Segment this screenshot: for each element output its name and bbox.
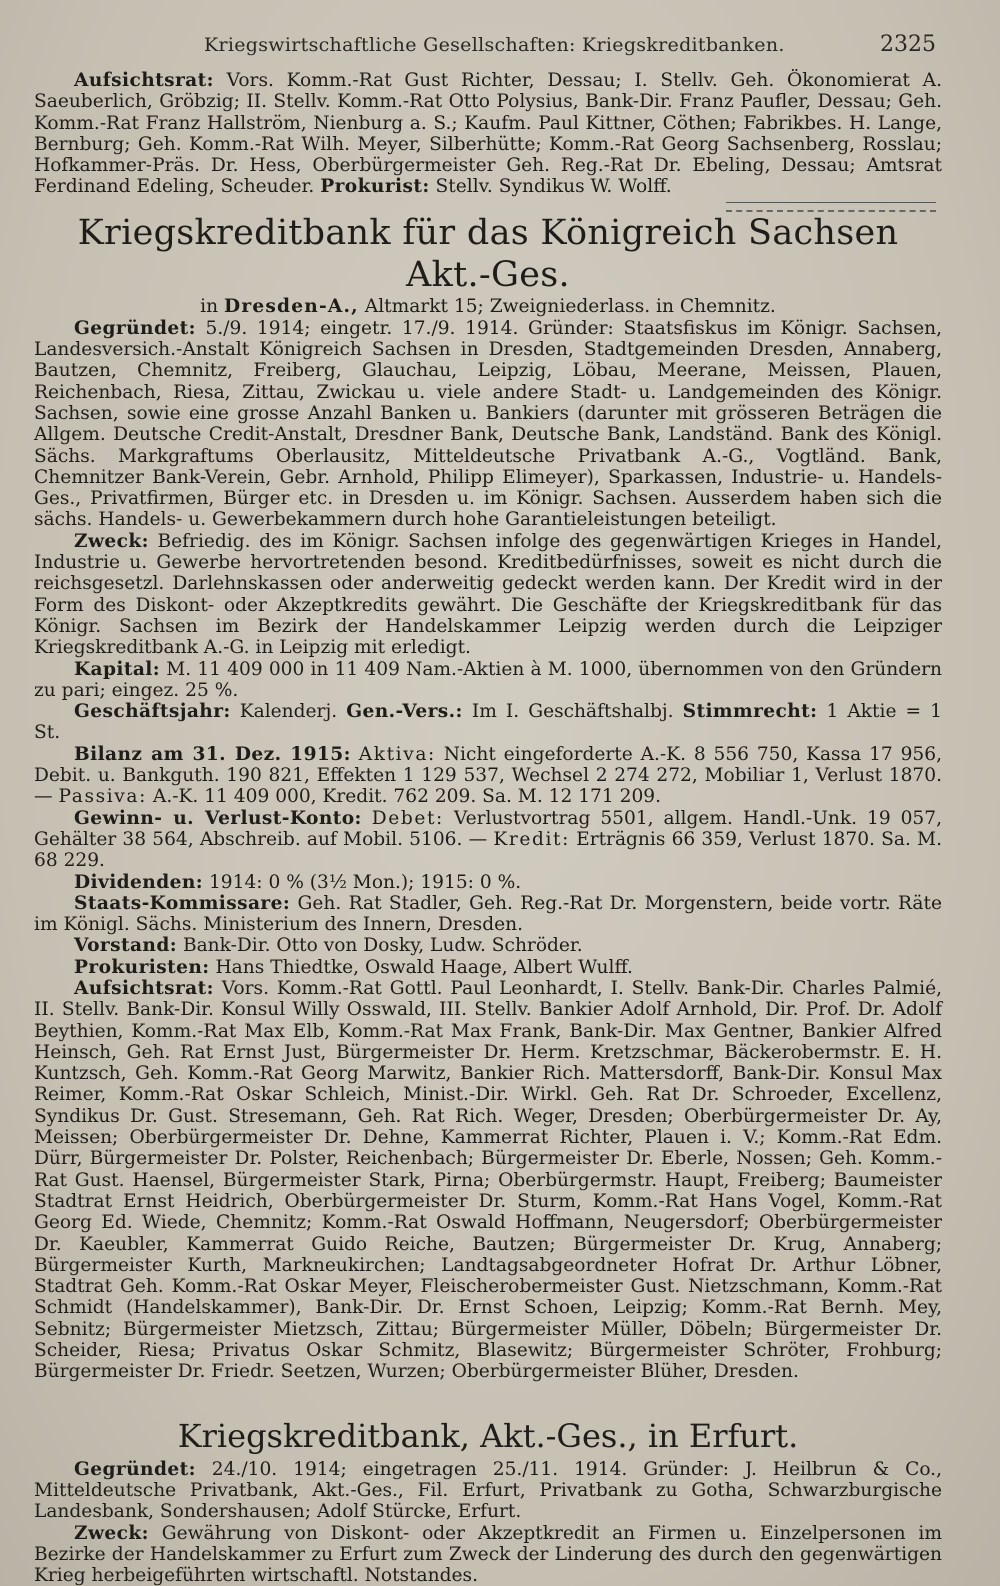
prokuristen-label: Prokuristen:: [74, 956, 210, 978]
prev-aufsichtsrat-label: Aufsichtsrat:: [74, 70, 214, 91]
entry-sachsen-staatskommissare: [34, 893, 942, 936]
entry-sachsen-prokuristen: [34, 957, 942, 978]
kapital-label: Kapital:: [74, 658, 161, 680]
entry-sachsen-location: [34, 296, 942, 318]
running-head: [34, 34, 942, 70]
gv-text: Im I. Geschäftshalbj.: [471, 701, 674, 723]
aufsichtsrat-text: Vors. Komm.-Rat Gottl. Paul Leonhardt, I. Stellv. Bank-Dir. Charles Palmié, II. Stellv. Bank-Dir. Konsul Willy Osswald, III. Stellv. Bankier Adolf Arnhold, Dir. Prof. Dr. Adolf Beythien, Komm.-Rat Max Elb, Komm.-Rat Max Frank, Bank-Dir. Max Gentner, Bankier Alfred Heinsch, Geh. Rat Ernst Just, Bürgermeister Dr. Herm. Kretzschmar, Bäckerobermstr. E. H. Kuntzsch, Geh. Komm.-Rat Georg Marwitz, Bankier Rich. Mattersdorff, Bank-Dir. Konsul Max Reimer, Komm.-Rat Oskar Schleich, Minist.-Dir. Wirkl. Geh. Rat Dr. Schroeder, Excellenz, Syndikus Dr. Gust. Stresemann, Geh. Rat Rich. Weger, Dresden; Oberbürgermeister Dr. Ay, Meissen; Oberbürgermeister Dr. Dehne, Kammerrat Richter, Plauen i. V.; Komm.-Rat Edm. Dürr, Bürgermeister Dr. Polster, Reichenbach; Bürgermeister Dr. Eberle, Nossen; Geh. Komm.-Rat Gust. Haensel, Bürgermeister Stark, Pirna; Oberbürgermstr. Haupt, Freiberg; Baumeister Stadtrat Ernst Heidrich, Oberbürgermeister Dr. Sturm, Komm.-Rat Hans Vogel, Komm.-Rat Georg Ed. Wiede, Chemnitz; Komm.-Rat Oswald Hoffmann, Neugersdorf; Oberbürgermeister Dr. Kaeubler, Kammerrat Guido Reiche, Bautzen; Bürgermeister Dr. Krug, Annaberg; Bürgermeister Kurth, Markneukirchen; Landtagsabgeordneter Hofrat Dr. Arthur Löbner, Stadtrat Geh. Komm.-Rat Oskar Meyer, Fleischerobermeister Gust. Nietzschmann, Komm.-Rat Schmidt (Handelskammer), Bank-Dir. Dr. Ernst Schoen, Leipzig; Komm.-Rat Bernh. Mey, Sebnitz; Bürgermeister Mietzsch, Zittau; Bürgermeister Müller, Döbeln; Bürgermeister Dr. Scheider, Riesa; Privatus Oskar Schmitz, Blasewitz; Bürgermeister Schröter, Frohburg; Bürgermeister Dr. Friedr. Seetzen, Wurzen; Oberbürgermeister Blüher, Dresden.: [34, 977, 942, 1383]
entry-sachsen: [34, 212, 942, 1383]
erfurt-gegruendet-text: 24./10. 1914; eingetragen 25./11. 1914. Gründer: J. Heilbrun & Co., Mitteldeutsche Privatbank, Akt.-Ges., Fil. Erfurt, Privatbank zu Gotha, Schwarzburgische Landesbank, Sondershausen; Adolf Stürcke, Erfurt.: [34, 1458, 943, 1523]
zweck-label: Zweck:: [74, 530, 149, 552]
prev-aufsichtsrat: [34, 70, 942, 198]
aufsichtsrat-label: Aufsichtsrat:: [74, 977, 214, 999]
prev-prokurist-text: Stellv. Syndikus W. Wolff.: [435, 176, 672, 198]
entry-sachsen-geschaeftsjahr: [34, 701, 942, 744]
debet-text: Verlustvortrag 5501, allgem. Handl.-Unk. 19 057, Gehälter 38 564, Abschreib. auf Mobil. 5106. —: [34, 807, 943, 850]
entry-erfurt-heading: Kriegskreditbank, Akt.-Ges., in Erfurt.: [177, 1416, 799, 1455]
location-city: Dresden-A.,: [224, 295, 359, 317]
kredit-label: Kredit:: [493, 828, 570, 850]
previous-entry: [34, 70, 942, 198]
prev-aufsichtsrat-text: Vors. Komm.-Rat Gust Richter, Dessau; I. Stellv. Geh. Ökonomierat A. Saeuberlich, Gröbzig; II. Stellv. Komm.-Rat Otto Polysius, Bank-Dir. Franz Paufler, Dessau; Geh. Komm.-Rat Franz Hallström, Nienburg a. S.; Kaufm. Paul Kittner, Cöthen; Fabrikbes. H. Lange, Bernburg; Geh. Komm.-Rat Wilh. Meyer, Silberhütte; Komm.-Rat Georg Sachsenberg, Rosslau; Hofkammer-Präs. Dr. Hess, Oberbürgermeister Geh. Reg.-Rat Dr. Ebeling, Dessau; Amtsrat Ferdinand Edeling, Scheuder.: [34, 70, 942, 198]
gj-text: Kalenderj.: [239, 701, 338, 723]
gj-label: Geschäftsjahr:: [74, 701, 231, 723]
stimmrecht-label: Stimmrecht:: [682, 701, 818, 723]
kredit-text: Erträgnis 66 359, Verlust 1870. Sa. M. 68 229.: [34, 828, 942, 872]
gegruendet-label: Gegründet:: [74, 317, 196, 339]
vorstand-label: Vorstand:: [74, 935, 178, 957]
staatskomm-label: Staats-Kommissare:: [74, 892, 291, 914]
passiva-label: Passiva:: [58, 786, 147, 808]
divider-rule: [726, 202, 936, 212]
entry-sachsen-zweck: [34, 531, 942, 659]
kapital-text: M. 11 409 000 in 11 409 Nam.-Aktien à M. 1000, übernommen von den Gründern zu pari; eingez. 25 %.: [34, 658, 942, 701]
debet-label: Debet:: [371, 807, 444, 829]
running-head-title: Kriegswirtschaftliche Gesellschaften: Kriegskreditbanken.: [204, 34, 785, 56]
passiva-text: A.-K. 11 409 000, Kredit. 762 209. Sa. M. 12 171 209.: [152, 786, 662, 808]
zweck-text: Befriedig. des im Königr. Sachsen infolge des gegenwärtigen Krieges in Handel, Industrie u. Gewerbe hervortretenden besond. Kreditbedürfnisses, soweit es nicht durch die reichsgesetzl. Darlehnskassen oder anderweitig gedeckt werden kann. Der Kredit wird in der Form des Diskont- oder Akzeptkredits gewährt. Die Geschäfte der Kriegskreditbank für das Königr. Sachsen im Bezirk der Handelskammer Leipzig werden durch die Leipziger Kriegskreditbank A.-G. in Leipzig mit erledigt.: [34, 530, 942, 659]
erfurt-gegruendet-label: Gegründet:: [74, 1458, 196, 1480]
entry-erfurt: [34, 1413, 942, 1586]
aktiva-label: Aktiva:: [358, 743, 436, 765]
entry-sachsen-aufsichtsrat: [34, 978, 942, 1383]
entry-erfurt-gegruendet: [34, 1459, 942, 1523]
prev-prokurist-label: Prokurist:: [320, 176, 430, 198]
guv-label: Gewinn- u. Verlust-Konto:: [74, 807, 362, 829]
gegruendet-text: 5./9. 1914; eingetr. 17./9. 1914. Gründer: Staatsfiskus im Königr. Sachsen, Landesversich.-Anstalt Königreich Sachsen in Dresden, Stadtgemeinden Dresden, Annaberg, Bautzen, Chemnitz, Freiberg, Glauchau, Leipzig, Löbau, Meerane, Meissen, Plauen, Reichenbach, Riesa, Zittau, Zwickau u. viele andere Stadt- u. Landgemeinden des Königr. Sachsen, sowie eine grosse Anzahl Banken u. Bankiers (darunter mit grösseren Beträgen die Allgem. Deutsche Credit-Anstalt, Dresdner Bank, Deutsche Bank, Landständ. Bank des Königl. Sächs. Markgraftums Oberlausitz, Mitteldeutsche Privatbank A.-G., Vogtländ. Bank, Chemnitzer Bank-Verein, Gebr. Arnhold, Philipp Elimeyer), Sparkassen, Industrie- u. Handels-Ges., Privatfirmen, Bürger etc. in Dresden u. im Königr. Sachsen. Ausserdem haben sich die sächs. Handels- u. Gewerbekammern durch hohe Garantieleistungen beteiligt.: [34, 317, 942, 531]
gv-label: Gen.-Vers.:: [346, 701, 463, 723]
entry-sachsen-gegruendet: [34, 318, 942, 531]
bilanz-label: Bilanz am 31. Dez. 1915:: [74, 743, 351, 765]
location-prefix: in: [200, 295, 219, 317]
page-number: 2325: [880, 32, 936, 57]
location-rest: Altmarkt 15; Zweigniederlass. in Chemnitz.: [364, 295, 776, 317]
entry-sachsen-kapital: [34, 659, 942, 702]
prokuristen-text: Hans Thiedtke, Oswald Haage, Albert Wulff.: [215, 956, 633, 978]
vorstand-text: Bank-Dir. Otto von Dosky, Ludw. Schröder.: [182, 935, 583, 957]
dividenden-text: 1914: 0 % (3½ Mon.); 1915: 0 %.: [208, 871, 522, 893]
entry-sachsen-heading: Kriegskreditbank für das Königreich Sachsen Akt.-Ges.: [77, 212, 899, 295]
entry-sachsen-guv: [34, 808, 942, 872]
entry-sachsen-bilanz: [34, 744, 942, 808]
bilanz-aktiva-text: Nicht eingeforderte A.-K. 8 556 750, Kassa 17 956, Debit. u. Bankguth. 190 821, Effekten 1 129 537, Wechsel 2 274 272, Mobiliar 1, Verlust 1870. —: [34, 743, 942, 808]
stimmrecht-text: 1 Aktie = 1 St.: [34, 701, 942, 744]
erfurt-zweck-text: Gewährung von Diskont- oder Akzeptkredit an Firmen u. Einzelpersonen im Bezirke der Handelskammer zu Erfurt zum Zweck der Linderung des durch den gegenwärtigen Krieg herbeigeführten wirtschaftl. Notstandes.: [34, 1522, 942, 1586]
staatskomm-text: Geh. Rat Stadler, Geh. Reg.-Rat Dr. Morgenstern, beide vortr. Räte im Königl. Sächs. Ministerium des Innern, Dresden.: [34, 892, 942, 936]
entry-sachsen-dividenden: [34, 872, 942, 893]
dividenden-label: Dividenden:: [74, 871, 204, 893]
entry-erfurt-zweck: [34, 1523, 942, 1586]
erfurt-zweck-label: Zweck:: [74, 1522, 149, 1544]
section-divider: [34, 198, 942, 212]
entry-sachsen-vorstand: [34, 935, 942, 956]
